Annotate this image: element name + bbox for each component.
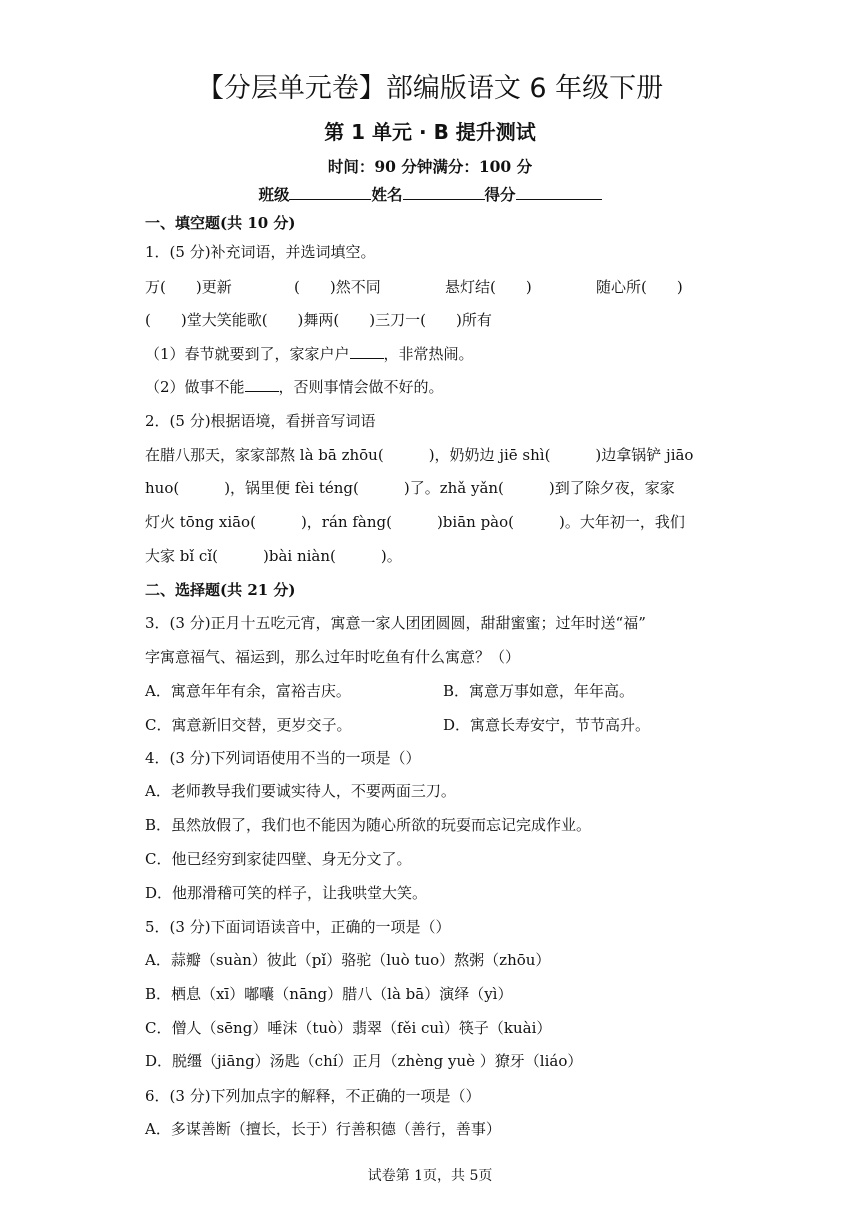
option-a[interactable]: A．蒜瓣（suàn）彼此（pǐ）骆驼（luò tuo）熬粥（zhōu） bbox=[145, 951, 551, 969]
name-label: 姓名 bbox=[371, 185, 403, 204]
option-d[interactable]: D．他那滑稽可笑的样子，让我哄堂大笑。 bbox=[145, 884, 428, 902]
sub-question-text: ，否则事情会做不好的。 bbox=[278, 378, 444, 396]
option-b[interactable]: B．栖息（xī）嘟囔（nāng）腊八（là bā）演绎（yì） bbox=[145, 985, 513, 1003]
score-label: 得分 bbox=[484, 185, 516, 204]
option-b[interactable]: B．寓意万事如意，年年高。 bbox=[443, 682, 635, 700]
page-title: 【分层单元卷】部编版语文 6 年级下册 bbox=[196, 73, 664, 104]
sub-question bbox=[145, 343, 474, 365]
word-item: 随心所( ) bbox=[596, 278, 683, 296]
word-row: ( )堂大笑能歌( )舞两( )三刀一( )所有 bbox=[145, 311, 492, 329]
answer-blank[interactable] bbox=[350, 344, 384, 359]
class-blank[interactable] bbox=[289, 185, 371, 200]
score-blank[interactable] bbox=[516, 185, 602, 200]
question-stem: 1．(5 分)补充词语，并选词填空。 bbox=[145, 243, 376, 261]
option-c[interactable]: C．僧人（sēng）唾沫（tuò）翡翠（fěi cuì）筷子（kuài） bbox=[145, 1019, 552, 1037]
pinyin-line: 在腊八那天，家家部熬 là bā zhōu( )，奶奶边 jiē shì( )边拿锅铲 jiāo bbox=[145, 446, 694, 464]
option-d[interactable]: D．寓意长寿安宁，节节高升。 bbox=[443, 716, 651, 734]
sub-question bbox=[145, 376, 444, 398]
exam-meta: 时间：90 分钟满分：100 分 bbox=[327, 157, 533, 176]
word-item: 悬灯结( ) bbox=[445, 278, 532, 296]
page-footer: 试卷第 1页，共 5页 bbox=[367, 1168, 493, 1184]
answer-blank[interactable] bbox=[245, 377, 279, 392]
sub-question-text: ，非常热闹。 bbox=[383, 345, 474, 363]
question-stem: 5．(3 分)下面词语读音中，正确的一项是（） bbox=[145, 918, 451, 936]
option-a[interactable]: A．多谋善断（擅长，长于）行善积德（善行，善事） bbox=[145, 1120, 501, 1138]
question-stem: 6．(3 分)下列加点字的解释，不正确的一项是（） bbox=[145, 1087, 481, 1105]
word-item: 万( )更新 bbox=[145, 278, 232, 296]
class-label: 班级 bbox=[258, 185, 290, 204]
option-b[interactable]: B．虽然放假了，我们也不能因为随心所欲的玩耍而忘记完成作业。 bbox=[145, 816, 592, 834]
question-stem: 字寓意福气、福运到，那么过年时吃鱼有什么寓意？（） bbox=[145, 648, 521, 666]
page-subtitle: 第 1 单元 · B 提升测试 bbox=[324, 120, 536, 144]
section-heading: 一、填空题(共 10 分) bbox=[145, 214, 296, 232]
word-item: ( )然不同 bbox=[294, 278, 381, 296]
pinyin-line: huo( )，锅里便 fèi téng( )了。zhǎ yǎn( )到了除夕夜，家家 bbox=[145, 479, 675, 497]
sub-question-text: （2）做事不能 bbox=[145, 378, 245, 396]
name-blank[interactable] bbox=[403, 185, 485, 200]
option-a[interactable]: A．老师教导我们要诚实待人，不要两面三刀。 bbox=[145, 782, 456, 800]
question-stem: 3．(3 分)正月十五吃元宵，寓意一家人团团圆圆，甜甜蜜蜜；过年时送“福” bbox=[145, 614, 646, 632]
student-info bbox=[0, 184, 860, 206]
option-c[interactable]: C．寓意新旧交替，更岁交子。 bbox=[145, 716, 352, 734]
option-c[interactable]: C．他已经穷到家徒四壁、身无分文了。 bbox=[145, 850, 412, 868]
option-a[interactable]: A．寓意年年有余，富裕吉庆。 bbox=[145, 682, 351, 700]
sub-question-text: （1）春节就要到了，家家户户 bbox=[145, 345, 350, 363]
section-heading: 二、选择题(共 21 分) bbox=[145, 581, 296, 599]
pinyin-line: 大家 bǐ cǐ( )bài niàn( )。 bbox=[145, 547, 402, 565]
pinyin-line: 灯火 tōng xiāo( )，rán fàng( )biān pào( )。大年初一，我们 bbox=[145, 513, 685, 531]
option-d[interactable]: D．脱缰（jiāng）汤匙（chí）正月（zhèng yuè ）獠牙（liáo） bbox=[145, 1052, 583, 1070]
question-stem: 2．(5 分)根据语境，看拼音写词语 bbox=[145, 412, 376, 430]
question-stem: 4．(3 分)下列词语使用不当的一项是（） bbox=[145, 749, 421, 767]
